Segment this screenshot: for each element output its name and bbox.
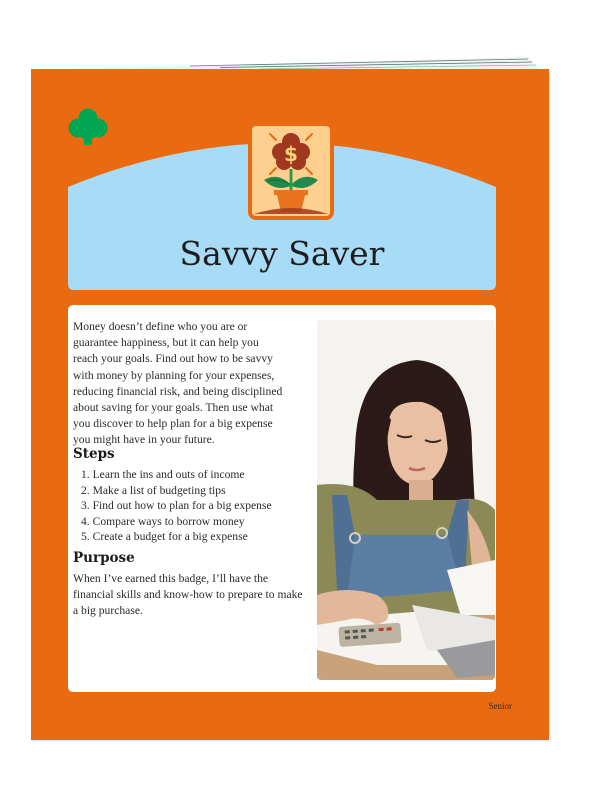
step-item: 1. Learn the ins and outs of income	[81, 468, 245, 481]
intro-paragraph: Money doesn’t define who you are or guarantee happiness, but it can help you reach your goals. Find out how to be savvy with money by planning for your expenses, reducing financial risk, and being disciplined about saving for your goals. Then use what you discover to help plan for a big expense you might have in your future.	[73, 320, 283, 447]
student-photo	[317, 320, 495, 680]
purpose-heading: Purpose	[73, 550, 135, 566]
money-flower-badge-icon	[248, 122, 334, 220]
booklet-cover	[31, 69, 549, 740]
step-item: 2. Make a list of budgeting tips	[81, 483, 226, 497]
purpose-paragraph: When I’ve earned this badge, I’ll have the financial skills and know-how to prepare to make a big purchase.	[73, 572, 303, 618]
page-title: Savvy Saver	[179, 234, 385, 273]
svg-text:$: $	[284, 142, 298, 166]
step-item: 5. Create a budget for a big expense	[81, 530, 248, 544]
content-panel	[68, 305, 496, 692]
steps-heading: Steps	[73, 446, 115, 462]
steps-list	[73, 467, 303, 545]
badge-level-label: Senior	[488, 701, 512, 711]
step-item: 4. Compare ways to borrow money	[81, 514, 245, 528]
step-item: 3. Find out how to plan for a big expense	[81, 499, 272, 513]
